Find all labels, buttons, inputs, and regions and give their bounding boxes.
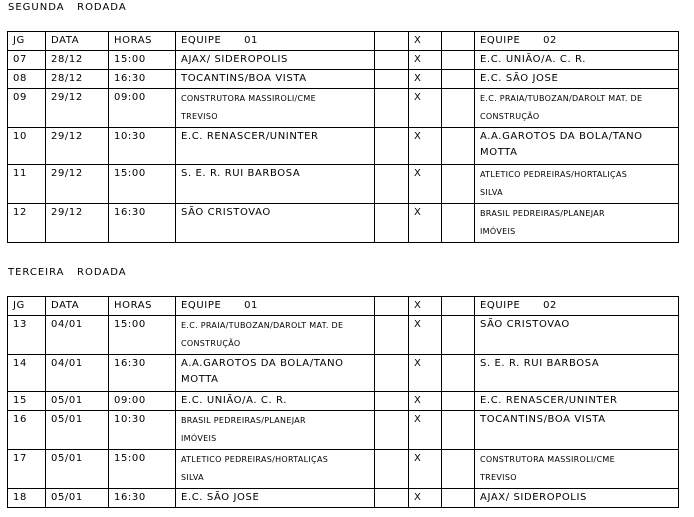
horas-cell: 09:00 [109, 392, 176, 411]
horas-cell: 15:00 [109, 51, 176, 70]
empty-cell [375, 128, 409, 165]
jg-cell: 12 [8, 204, 46, 243]
equipe1-cell: SÃO CRISTOVAO [176, 204, 375, 243]
jg-cell: 14 [8, 355, 46, 392]
empty-cell [442, 89, 475, 128]
empty-cell [442, 316, 475, 355]
vs-cell: X [409, 489, 442, 508]
data-cell: 29/12 [46, 89, 109, 128]
jg-cell: 07 [8, 51, 46, 70]
data-cell: 28/12 [46, 51, 109, 70]
empty-cell [442, 489, 475, 508]
jg-cell: 10 [8, 128, 46, 165]
horas-cell: 15:00 [109, 316, 176, 355]
header-horas: HORAS [109, 297, 176, 316]
jg-cell: 11 [8, 165, 46, 204]
equipe1-cell: AJAX/ SIDEROPOLIS [176, 51, 375, 70]
table-row [8, 51, 679, 70]
empty-cell [375, 165, 409, 204]
jg-cell: 13 [8, 316, 46, 355]
horas-cell: 15:00 [109, 165, 176, 204]
equipe1-cell: E.C. UNIÃO/A. C. R. [176, 392, 375, 411]
header-jg: JG [8, 297, 46, 316]
empty-cell [375, 450, 409, 489]
header-equipe-02: EQUIPE 02 [475, 297, 679, 316]
empty-cell [442, 411, 475, 450]
empty-cell [375, 489, 409, 508]
empty-cell [442, 128, 475, 165]
empty-cell [442, 204, 475, 243]
data-cell: 05/01 [46, 411, 109, 450]
vs-cell: X [409, 392, 442, 411]
equipe1-cell: E.C. SÃO JOSE [176, 489, 375, 508]
empty-cell [375, 70, 409, 89]
equipe2-cell: E.C. SÃO JOSE [475, 70, 679, 89]
data-cell: 28/12 [46, 70, 109, 89]
header-equipe-01: EQUIPE 01 [176, 297, 375, 316]
empty-cell [375, 51, 409, 70]
empty-cell [442, 355, 475, 392]
table-row [8, 316, 679, 355]
horas-cell: 15:00 [109, 450, 176, 489]
equipe2-cell: AJAX/ SIDEROPOLIS [475, 489, 679, 508]
segunda-rodada-table [7, 31, 679, 243]
table-row [8, 450, 679, 489]
empty-cell [442, 32, 475, 51]
empty-cell [375, 89, 409, 128]
empty-cell [375, 411, 409, 450]
header-equipe-01: EQUIPE 01 [176, 32, 375, 51]
data-cell: 05/01 [46, 450, 109, 489]
equipe2-cell: SÃO CRISTOVAO [475, 316, 679, 355]
data-cell: 29/12 [46, 128, 109, 165]
equipe1-cell: BRASIL PEDREIRAS/PLANEJAR IMÓVEIS [176, 411, 375, 450]
horas-cell: 09:00 [109, 89, 176, 128]
jg-cell: 15 [8, 392, 46, 411]
equipe2-cell: BRASIL PEDREIRAS/PLANEJAR IMÓVEIS [475, 204, 679, 243]
equipe1-cell: CONSTRUTORA MASSIROLI/CME TREVISO [176, 89, 375, 128]
equipe1-cell: E.C. RENASCER/UNINTER [176, 128, 375, 165]
table-row [8, 70, 679, 89]
empty-cell [442, 392, 475, 411]
jg-cell: 17 [8, 450, 46, 489]
header-data: DATA [46, 32, 109, 51]
header-data: DATA [46, 297, 109, 316]
table-header-row [8, 32, 679, 51]
equipe2-cell: CONSTRUTORA MASSIROLI/CME TREVISO [475, 450, 679, 489]
equipe1-cell: S. E. R. RUI BARBOSA [176, 165, 375, 204]
table-row [8, 204, 679, 243]
table-row [8, 89, 679, 128]
equipe1-cell: A.A.GAROTOS DA BOLA/TANO MOTTA [176, 355, 375, 392]
equipe1-cell: TOCANTINS/BOA VISTA [176, 70, 375, 89]
vs-cell: X [409, 89, 442, 128]
data-cell: 04/01 [46, 316, 109, 355]
equipe2-cell: A.A.GAROTOS DA BOLA/TANO MOTTA [475, 128, 679, 165]
empty-cell [375, 316, 409, 355]
equipe2-cell: ATLETICO PEDREIRAS/HORTALIÇAS SILVA [475, 165, 679, 204]
header-equipe-02: EQUIPE 02 [475, 32, 679, 51]
jg-cell: 09 [8, 89, 46, 128]
equipe2-cell: S. E. R. RUI BARBOSA [475, 355, 679, 392]
vs-cell: X [409, 204, 442, 243]
segunda-rodada-title: SEGUNDA RODADA [8, 2, 127, 13]
table-row [8, 165, 679, 204]
equipe2-cell: TOCANTINS/BOA VISTA [475, 411, 679, 450]
empty-cell [442, 51, 475, 70]
table-row [8, 128, 679, 165]
equipe1-cell: ATLETICO PEDREIRAS/HORTALIÇAS SILVA [176, 450, 375, 489]
table-row [8, 392, 679, 411]
vs-cell: X [409, 165, 442, 204]
horas-cell: 10:30 [109, 128, 176, 165]
horas-cell: 16:30 [109, 70, 176, 89]
vs-cell: X [409, 51, 442, 70]
horas-cell: 16:30 [109, 489, 176, 508]
data-cell: 29/12 [46, 165, 109, 204]
equipe2-cell: E.C. UNIÃO/A. C. R. [475, 51, 679, 70]
empty-cell [375, 297, 409, 316]
header-vs: X [409, 32, 442, 51]
vs-cell: X [409, 450, 442, 489]
horas-cell: 16:30 [109, 355, 176, 392]
data-cell: 29/12 [46, 204, 109, 243]
vs-cell: X [409, 70, 442, 89]
horas-cell: 10:30 [109, 411, 176, 450]
vs-cell: X [409, 411, 442, 450]
header-horas: HORAS [109, 32, 176, 51]
horas-cell: 16:30 [109, 204, 176, 243]
empty-cell [375, 392, 409, 411]
table-row [8, 355, 679, 392]
jg-cell: 08 [8, 70, 46, 89]
jg-cell: 18 [8, 489, 46, 508]
equipe2-cell: E.C. RENASCER/UNINTER [475, 392, 679, 411]
vs-cell: X [409, 128, 442, 165]
jg-cell: 16 [8, 411, 46, 450]
empty-cell [442, 70, 475, 89]
empty-cell [375, 204, 409, 243]
header-jg: JG [8, 32, 46, 51]
data-cell: 04/01 [46, 355, 109, 392]
empty-cell [442, 165, 475, 204]
vs-cell: X [409, 355, 442, 392]
terceira-rodada-table [7, 296, 679, 508]
empty-cell [442, 297, 475, 316]
equipe2-cell: E.C. PRAIA/TUBOZAN/DAROLT MAT. DE CONSTRUÇÃO [475, 89, 679, 128]
vs-cell: X [409, 316, 442, 355]
table-row [8, 411, 679, 450]
data-cell: 05/01 [46, 392, 109, 411]
table-row [8, 489, 679, 508]
header-vs: X [409, 297, 442, 316]
table-header-row [8, 297, 679, 316]
equipe1-cell: E.C. PRAIA/TUBOZAN/DAROLT MAT. DE CONSTRUÇÃO [176, 316, 375, 355]
empty-cell [442, 450, 475, 489]
empty-cell [375, 32, 409, 51]
empty-cell [375, 355, 409, 392]
terceira-rodada-title: TERCEIRA RODADA [8, 267, 127, 278]
data-cell: 05/01 [46, 489, 109, 508]
